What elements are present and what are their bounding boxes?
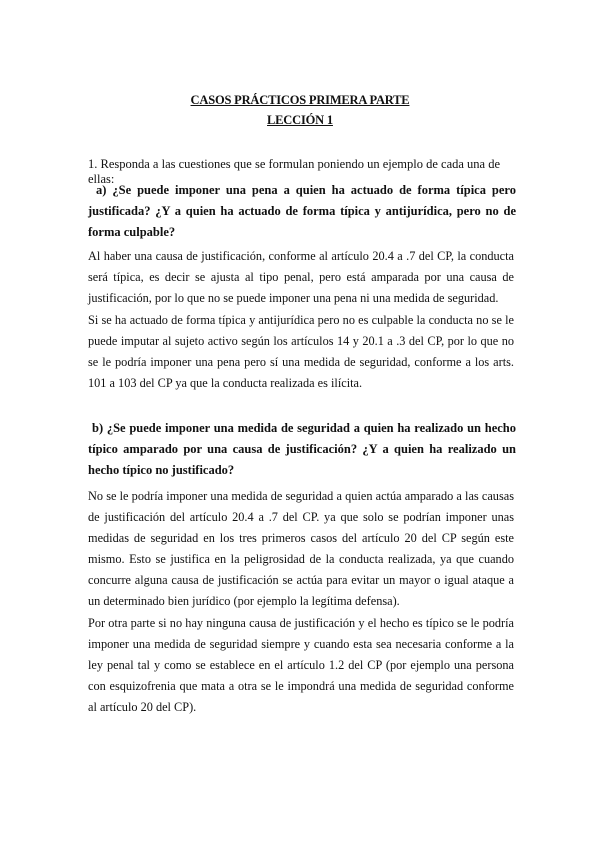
answer-a-paragraph-2: Si se ha actuado de forma típica y antijurídica pero no es culpable la conducta no se le puede imputar al sujeto activo según los artículos 14 y 20.1 a .3 del CP, por lo que no se le podría imponer una pena pero sí una medida de seguridad, conforme a los arts. 101 a 103 del CP ya que la conducta realizada es ilícita. [88, 313, 514, 390]
question-b: b) ¿Se puede imponer una medida de seguridad a quien ha realizado un hecho típico amparado por una causa de justificación? ¿Y a quien ha realizado un hecho típico no justificado? [88, 421, 516, 477]
answer-b-paragraph-2: Por otra parte si no hay ninguna causa de justificación y el hecho es típico se le podría imponer una medida de seguridad siempre y cuando esta sea necesaria conforme a la ley penal tal y como se establece en el artículo 1.2 del CP (por ejemplo una persona con esquizofrenia que mata a otra se le impondrá una medida de seguridad conforme al artículo 20 del CP). [88, 616, 514, 714]
question-a: a) ¿Se puede imponer una pena a quien ha actuado de forma típica pero justificada? ¿Y a quien ha actuado de forma típica y antijurídica, pero no de forma culpable? [88, 183, 516, 239]
answer-a-paragraph-1: Al haber una causa de justificación, conforme al artículo 20.4 a .7 del CP, la conducta será típica, es decir se ajusta al tipo penal, pero está amparada por una causa de justificación, por lo que no se puede imponer una pena ni una medida de seguridad. [88, 249, 514, 305]
intro-text: 1. Responda a las cuestiones que se formulan poniendo un ejemplo de cada una de ellas: [88, 157, 501, 186]
answer-b-paragraph-1: No se le podría imponer una medida de seguridad a quien actúa amparado a las causas de justificación del artículo 20.4 a .7 del CP. ya que solo se podrían imponer unas medidas de seguridad en los tres primeros casos del artículo 20 del CP según este mismo. Esto se justifica en la peligrosidad de la conducta realizada, ya que cuando concurre alguna causa de justificación se actúa para evitar un mayor o igual ataque a un determinado bien jurídico (por ejemplo la legítima defensa). [88, 489, 514, 608]
document-title: CASOS PRÁCTICOS PRIMERA PARTE [190, 93, 410, 107]
lesson-heading: LECCIÓN 1 [267, 113, 333, 127]
